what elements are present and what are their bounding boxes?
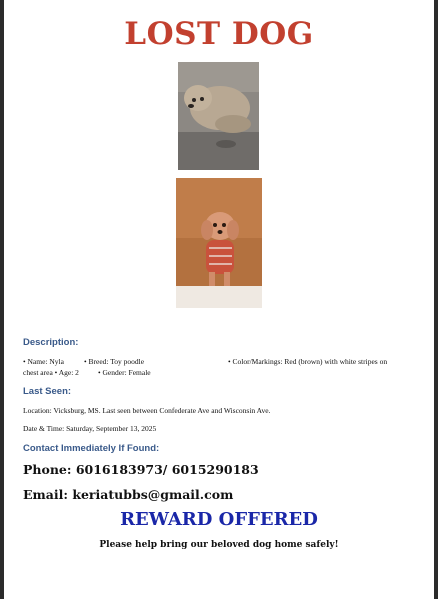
location-text: Location: Vicksburg, MS. Last seen between Confederate Ave and Wisconsin Ave. (23, 406, 271, 415)
description-heading: Description: (23, 337, 79, 348)
dog-photo-lying (178, 62, 259, 170)
flyer-title: LOST DOG (124, 16, 314, 52)
last-seen-heading: Last Seen: (23, 386, 72, 397)
email-text: Email: keriatubbs@gmail.com (23, 487, 234, 502)
contact-heading: Contact Immediately If Found: (23, 443, 160, 454)
datetime-text: Date & Time: Saturday, September 13, 2025 (23, 424, 157, 433)
detail-color: • Color/Markings: Red (brown) with white stripes on (228, 357, 388, 366)
flyer-page (4, 0, 434, 599)
detail-breed: • Breed: Toy poodle (84, 357, 145, 366)
detail-name: • Name: Nyla (23, 357, 64, 366)
plea-text: Please help bring our beloved dog home safely! (99, 540, 339, 550)
detail-gender: • Gender: Female (98, 368, 151, 377)
reward-banner: REWARD OFFERED (120, 509, 318, 530)
phone-text: Phone: 6016183973/ 6015290183 (23, 462, 259, 477)
detail-chest-age: chest area • Age: 2 (23, 368, 79, 377)
dog-photo-standing (176, 178, 262, 308)
